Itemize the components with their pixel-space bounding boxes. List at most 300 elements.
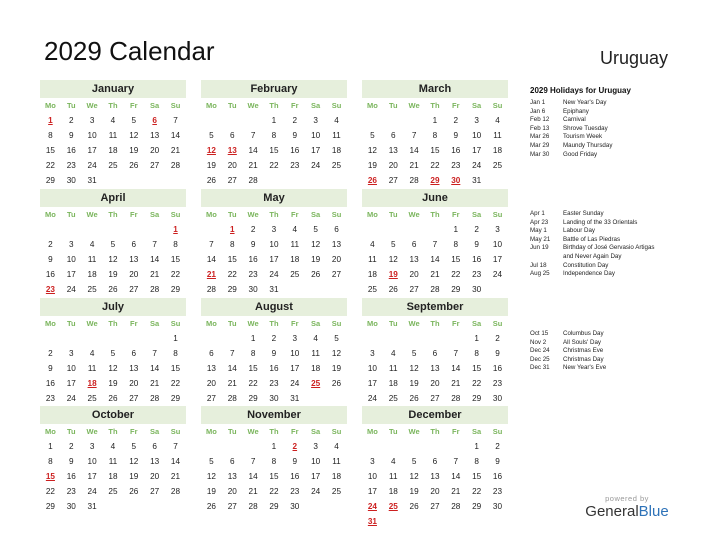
- day-cell: 15: [248, 364, 258, 373]
- day-cell: 14: [227, 364, 237, 373]
- weekday-label: Su: [331, 210, 342, 219]
- day-cell: 11: [87, 255, 97, 264]
- day-cell: 6: [209, 349, 214, 358]
- empty-day-cell: [362, 222, 383, 237]
- holiday-name: Birthday of José Gervasio Artigas: [563, 244, 655, 252]
- day-cell: 12: [409, 364, 419, 373]
- day-cell: 19: [108, 270, 118, 279]
- day-cell: 25: [108, 487, 118, 496]
- brand-name: [582, 503, 672, 520]
- weekday-label: Tu: [388, 319, 398, 328]
- day-cell: 4: [110, 116, 116, 125]
- day-cell: 4: [89, 349, 95, 358]
- day-cell: 17: [367, 379, 377, 388]
- day-cell: 5: [110, 349, 116, 358]
- empty-day-cell: [222, 439, 243, 454]
- day-cell: 19: [129, 146, 139, 155]
- day-cell: 2: [68, 116, 74, 125]
- empty-day-cell: [404, 222, 425, 237]
- day-cell: 7: [209, 240, 214, 249]
- day-cell: 14: [170, 131, 181, 140]
- day-cell: 8: [474, 457, 479, 466]
- month-june: [362, 189, 508, 297]
- day-cell: 2: [68, 442, 74, 451]
- weekday-label: Su: [492, 319, 503, 328]
- day-cell: 14: [430, 255, 440, 264]
- day-cell: 5: [411, 457, 417, 466]
- day-cell: 11: [108, 131, 118, 140]
- day-cell: 14: [170, 457, 181, 466]
- day-cell: 25: [492, 161, 503, 170]
- week-row: [362, 113, 508, 128]
- weekday-label: Mo: [367, 319, 378, 328]
- holiday-day-cell: 2: [292, 442, 298, 451]
- holiday-day-cell: 15: [45, 472, 55, 481]
- day-cell: 6: [390, 131, 396, 140]
- holiday-name: Constitution Day: [563, 261, 609, 269]
- week-row: [201, 499, 347, 514]
- day-cell: 21: [451, 379, 461, 388]
- weekday-label: We: [86, 427, 98, 436]
- week-row: [362, 376, 508, 391]
- day-cell: 19: [206, 161, 216, 170]
- holiday-day-cell: 12: [206, 146, 216, 155]
- holiday-item: [530, 219, 705, 228]
- day-cell: 25: [388, 394, 398, 403]
- empty-day-cell: [103, 331, 124, 346]
- empty-day-cell: [144, 222, 165, 237]
- holiday-name: Christmas Day: [563, 355, 604, 363]
- weekday-label: We: [408, 319, 420, 328]
- day-cell: 12: [129, 457, 139, 466]
- day-cell: 5: [411, 349, 417, 358]
- day-cell: 30: [269, 394, 279, 403]
- day-cell: 31: [87, 502, 97, 511]
- day-cell: 8: [173, 349, 178, 358]
- week-row: [201, 454, 347, 469]
- day-cell: 10: [290, 349, 300, 358]
- day-cell: 23: [66, 487, 76, 496]
- day-cell: 14: [206, 255, 216, 264]
- weekday-label: Mo: [206, 319, 217, 328]
- day-cell: 19: [367, 161, 377, 170]
- day-cell: 27: [430, 394, 440, 403]
- empty-day-cell: [243, 439, 264, 454]
- weekday-label: Fr: [452, 101, 460, 110]
- day-cell: 6: [432, 349, 438, 358]
- day-cell: 18: [87, 270, 97, 279]
- day-cell: 14: [150, 255, 160, 264]
- day-cell: 26: [129, 487, 139, 496]
- country-name: Uruguay: [599, 48, 668, 68]
- day-cell: 23: [492, 379, 503, 388]
- weekday-label: Fr: [130, 101, 138, 110]
- weekday-label: Fr: [452, 210, 460, 219]
- day-cell: 21: [150, 379, 160, 388]
- week-row: [362, 391, 508, 406]
- day-cell: 9: [48, 364, 53, 373]
- empty-day-cell: [201, 439, 222, 454]
- day-cell: 11: [87, 364, 97, 373]
- holiday-date: Apr 1: [530, 210, 545, 217]
- day-cell: 31: [472, 176, 482, 185]
- weekday-row: [362, 208, 508, 222]
- empty-day-cell: [425, 222, 446, 237]
- holiday-date: Jun 19: [530, 244, 549, 252]
- holiday-date: [530, 253, 563, 262]
- day-cell: 24: [311, 161, 321, 170]
- week-row: [362, 282, 508, 297]
- day-cell: 6: [131, 240, 137, 249]
- weekday-label: Sa: [311, 427, 321, 436]
- weekday-label: Mo: [45, 427, 56, 436]
- day-cell: 24: [367, 394, 377, 403]
- day-cell: 20: [227, 161, 237, 170]
- day-cell: 11: [493, 131, 502, 140]
- day-cell: 3: [370, 457, 375, 466]
- day-cell: 7: [411, 131, 417, 140]
- day-cell: 10: [311, 457, 321, 466]
- day-cell: 5: [110, 240, 116, 249]
- empty-day-cell: [123, 331, 144, 346]
- weekday-label: Sa: [472, 319, 482, 328]
- holiday-item: [530, 236, 705, 245]
- day-cell: 19: [409, 487, 419, 496]
- week-row: [201, 173, 347, 188]
- weekday-row: [362, 99, 508, 113]
- weekday-label: Su: [331, 101, 342, 110]
- month-header: August: [201, 298, 347, 316]
- day-cell: 29: [269, 502, 279, 511]
- weekday-label: Sa: [311, 101, 321, 110]
- day-cell: 28: [248, 502, 258, 511]
- weekday-label: Mo: [45, 319, 56, 328]
- weekday-label: Mo: [367, 101, 378, 110]
- holiday-item: [530, 133, 705, 142]
- day-cell: 8: [48, 131, 53, 140]
- day-cell: 18: [108, 472, 118, 481]
- day-cell: 27: [129, 285, 139, 294]
- day-cell: 22: [269, 487, 279, 496]
- day-cell: 25: [87, 394, 97, 403]
- day-cell: 2: [271, 334, 277, 343]
- weekday-label: Fr: [130, 210, 138, 219]
- weekday-label: Fr: [130, 319, 138, 328]
- empty-day-cell: [61, 331, 82, 346]
- day-cell: 29: [451, 285, 461, 294]
- day-cell: 6: [229, 131, 235, 140]
- day-cell: 28: [430, 285, 440, 294]
- week-row: [362, 252, 508, 267]
- day-cell: 19: [331, 364, 342, 373]
- day-cell: 18: [388, 379, 398, 388]
- week-row: [40, 222, 186, 237]
- day-cell: 23: [45, 394, 55, 403]
- day-cell: 26: [409, 502, 419, 511]
- holiday-date: Mar 29: [530, 141, 550, 149]
- day-cell: 26: [206, 176, 216, 185]
- day-cell: 13: [430, 364, 440, 373]
- day-cell: 17: [290, 364, 300, 373]
- day-cell: 6: [152, 442, 157, 451]
- day-cell: 11: [389, 364, 398, 373]
- holiday-day-cell: 1: [173, 225, 178, 234]
- day-cell: 7: [432, 240, 438, 249]
- week-row: [40, 376, 186, 391]
- holiday-name: Maundy Thursday: [563, 141, 613, 149]
- month-november: [201, 406, 347, 514]
- day-cell: 13: [129, 364, 139, 373]
- day-cell: 25: [87, 285, 97, 294]
- holiday-item: [530, 270, 705, 279]
- day-cell: 31: [290, 394, 300, 403]
- day-cell: 28: [150, 285, 160, 294]
- holiday-name: Independence Day: [563, 270, 615, 278]
- holiday-date: Feb 12: [530, 116, 550, 124]
- weekday-label: Tu: [227, 427, 237, 436]
- day-cell: 16: [66, 472, 76, 481]
- week-row: [362, 267, 508, 282]
- week-row: [362, 158, 508, 173]
- brand-logo: [582, 494, 672, 520]
- day-cell: 24: [269, 270, 279, 279]
- holiday-item: [530, 210, 705, 219]
- day-cell: 13: [388, 146, 398, 155]
- day-cell: 27: [430, 502, 440, 511]
- holiday-date: Nov 2: [530, 338, 547, 346]
- day-cell: 16: [45, 270, 55, 279]
- empty-day-cell: [383, 439, 404, 454]
- day-cell: 13: [150, 131, 160, 140]
- day-cell: 17: [311, 146, 321, 155]
- weekday-label: We: [408, 101, 420, 110]
- month-july: [40, 298, 186, 421]
- empty-day-cell: [425, 439, 446, 454]
- weekday-label: Th: [269, 101, 279, 110]
- day-cell: 20: [388, 161, 398, 170]
- empty-day-cell: [445, 439, 466, 454]
- weekday-row: [201, 208, 347, 222]
- day-cell: 27: [409, 285, 419, 294]
- day-cell: 20: [150, 472, 160, 481]
- week-row: [362, 514, 508, 529]
- day-cell: 9: [495, 457, 500, 466]
- day-cell: 28: [170, 487, 181, 496]
- weekday-row: [40, 99, 186, 113]
- holiday-day-cell: 18: [87, 379, 97, 388]
- holiday-date: Oct 15: [530, 330, 549, 337]
- day-cell: 4: [334, 116, 339, 125]
- day-cell: 29: [170, 285, 181, 294]
- day-cell: 1: [432, 116, 438, 125]
- day-cell: 23: [451, 161, 461, 170]
- day-cell: 26: [409, 394, 419, 403]
- day-cell: 27: [129, 394, 139, 403]
- month-header: January: [40, 80, 186, 98]
- day-cell: 10: [472, 131, 482, 140]
- weekday-label: Sa: [472, 101, 482, 110]
- day-cell: 2: [474, 225, 479, 234]
- week-row: [201, 391, 347, 406]
- month-header: November: [201, 406, 347, 424]
- calendar-grid: [40, 80, 512, 526]
- day-cell: 16: [290, 472, 300, 481]
- holiday-date: Dec 31: [530, 364, 550, 372]
- holiday-name: Landing of the 33 Orientals: [563, 218, 638, 226]
- day-cell: 2: [292, 116, 298, 125]
- day-cell: 4: [390, 457, 396, 466]
- day-cell: 8: [474, 349, 479, 358]
- holiday-day-cell: 25: [388, 502, 398, 511]
- holiday-date: Aug 25: [530, 270, 550, 278]
- holiday-name: Battle of Las Piedras: [563, 235, 621, 243]
- weekday-label: Tu: [388, 101, 398, 110]
- weekday-label: Th: [108, 427, 118, 436]
- weekday-label: We: [86, 101, 98, 110]
- week-row: [40, 331, 186, 346]
- holiday-date: Jan 1: [530, 99, 546, 106]
- holiday-item: [530, 364, 705, 373]
- day-cell: 29: [472, 394, 482, 403]
- day-cell: 11: [108, 457, 118, 466]
- holiday-name: Labour Day: [563, 227, 595, 235]
- day-cell: 22: [430, 161, 440, 170]
- day-cell: 4: [495, 116, 500, 125]
- day-cell: 23: [290, 487, 300, 496]
- day-cell: 15: [472, 364, 482, 373]
- day-cell: 23: [290, 161, 300, 170]
- day-cell: 28: [451, 502, 461, 511]
- day-cell: 14: [248, 472, 258, 481]
- empty-day-cell: [383, 113, 404, 128]
- empty-day-cell: [61, 222, 82, 237]
- day-cell: 7: [453, 349, 459, 358]
- holiday-item: [530, 151, 705, 160]
- weekday-label: Fr: [291, 101, 299, 110]
- weekday-label: Th: [430, 319, 440, 328]
- month-august: [201, 298, 347, 406]
- day-cell: 19: [311, 255, 321, 264]
- weekday-label: Mo: [45, 210, 56, 219]
- month-header: October: [40, 406, 186, 424]
- weekday-label: Sa: [311, 210, 321, 219]
- day-cell: 30: [248, 285, 258, 294]
- weekday-label: Th: [430, 101, 440, 110]
- day-cell: 20: [409, 270, 419, 279]
- day-cell: 28: [248, 176, 258, 185]
- day-cell: 20: [150, 146, 160, 155]
- holiday-name: Tourism Week: [563, 133, 603, 141]
- day-cell: 14: [409, 146, 419, 155]
- day-cell: 7: [250, 131, 256, 140]
- empty-day-cell: [404, 113, 425, 128]
- holiday-group: [530, 210, 705, 279]
- empty-day-cell: [123, 222, 144, 237]
- day-cell: 26: [388, 285, 398, 294]
- week-row: [40, 484, 186, 499]
- weekday-label: We: [86, 319, 98, 328]
- holiday-list-title: 2029 Holidays for Uruguay: [530, 86, 631, 95]
- day-cell: 12: [108, 364, 118, 373]
- holiday-name: All Souls' Day: [563, 338, 601, 346]
- day-cell: 27: [227, 176, 237, 185]
- day-cell: 21: [451, 487, 461, 496]
- holiday-day-cell: 13: [227, 146, 237, 155]
- holiday-date: Apr 23: [530, 218, 549, 226]
- day-cell: 1: [48, 442, 53, 451]
- week-row: [362, 439, 508, 454]
- day-cell: 18: [388, 487, 398, 496]
- weekday-row: [40, 425, 186, 439]
- day-cell: 9: [48, 255, 53, 264]
- day-cell: 10: [367, 364, 377, 373]
- day-cell: 26: [206, 502, 216, 511]
- weekday-label: Su: [170, 319, 181, 328]
- empty-day-cell: [404, 439, 425, 454]
- weekday-label: Fr: [130, 427, 138, 436]
- day-cell: 4: [89, 240, 95, 249]
- day-cell: 9: [292, 131, 298, 140]
- day-cell: 8: [271, 131, 277, 140]
- holiday-day-cell: 23: [45, 285, 55, 294]
- week-row: [362, 499, 508, 514]
- day-cell: 9: [474, 240, 479, 249]
- day-cell: 8: [173, 240, 178, 249]
- day-cell: 18: [290, 255, 300, 264]
- day-cell: 22: [472, 379, 482, 388]
- weekday-label: Fr: [452, 427, 460, 436]
- weekday-row: [40, 317, 186, 331]
- empty-day-cell: [40, 331, 61, 346]
- day-cell: 13: [129, 255, 139, 264]
- day-cell: 15: [472, 472, 482, 481]
- day-cell: 5: [131, 116, 137, 125]
- day-cell: 11: [290, 240, 300, 249]
- day-cell: 24: [492, 270, 503, 279]
- weekday-label: We: [247, 427, 259, 436]
- week-row: [201, 361, 347, 376]
- day-cell: 15: [170, 364, 181, 373]
- day-cell: 21: [170, 472, 181, 481]
- day-cell: 3: [68, 349, 74, 358]
- day-cell: 18: [331, 146, 342, 155]
- day-cell: 26: [311, 270, 321, 279]
- weekday-label: Th: [108, 210, 118, 219]
- empty-day-cell: [82, 222, 103, 237]
- day-cell: 16: [472, 255, 482, 264]
- weekday-label: We: [247, 210, 259, 219]
- week-row: [40, 282, 186, 297]
- holiday-date: Mar 26: [530, 133, 550, 141]
- weekday-label: Su: [492, 427, 503, 436]
- day-cell: 4: [334, 442, 339, 451]
- day-cell: 19: [206, 487, 216, 496]
- week-row: [40, 252, 186, 267]
- day-cell: 8: [250, 349, 256, 358]
- day-cell: 12: [409, 472, 419, 481]
- day-cell: 11: [311, 349, 320, 358]
- empty-day-cell: [383, 222, 404, 237]
- holiday-day-cell: 21: [206, 270, 216, 279]
- day-cell: 14: [451, 364, 461, 373]
- week-row: [362, 331, 508, 346]
- weekday-row: [201, 317, 347, 331]
- day-cell: 8: [453, 240, 459, 249]
- week-row: [362, 222, 508, 237]
- holiday-name: Easter Sunday: [563, 210, 604, 217]
- day-cell: 12: [206, 472, 216, 481]
- day-cell: 26: [129, 161, 139, 170]
